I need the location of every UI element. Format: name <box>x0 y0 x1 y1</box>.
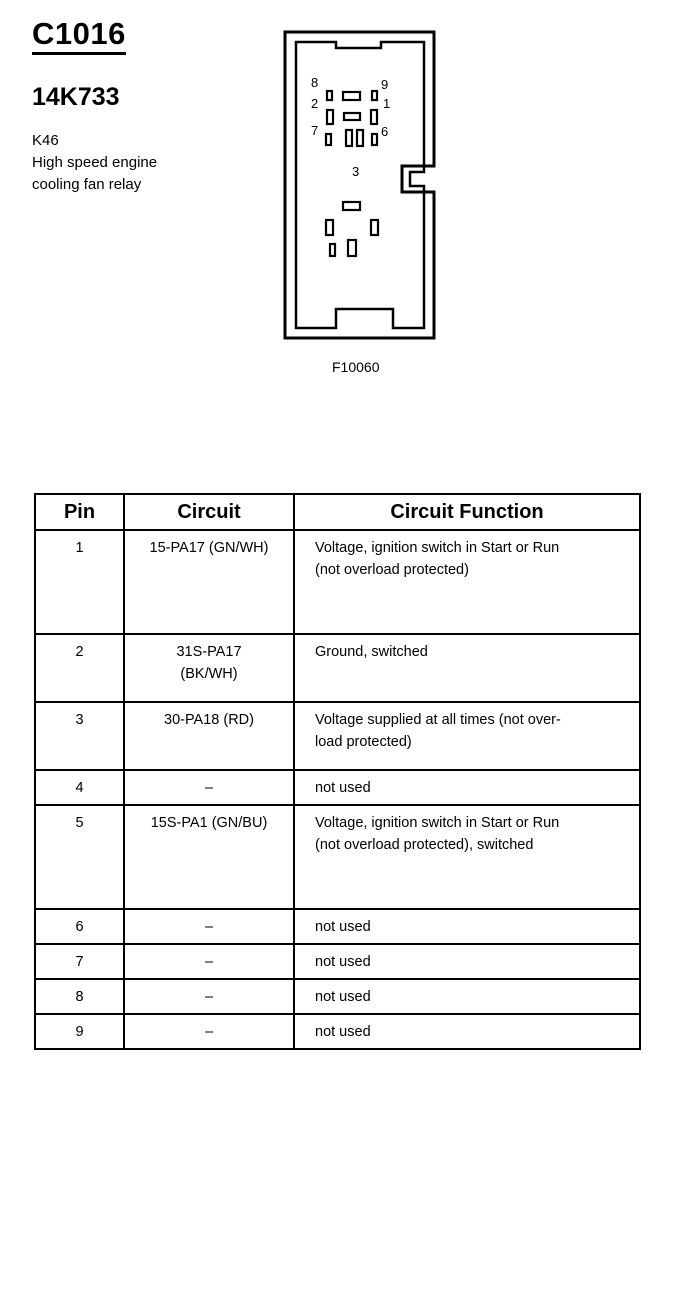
terminal-cavity <box>372 91 377 100</box>
terminal-cavity <box>346 130 352 146</box>
circuit-cell <box>124 805 294 909</box>
figure-id: F10060 <box>332 359 380 375</box>
function-cell <box>294 1014 640 1049</box>
component-code: K46 <box>32 132 59 149</box>
circuit-cell <box>124 702 294 770</box>
circuit-cell <box>124 634 294 702</box>
pin-cell: 8 <box>35 979 124 1014</box>
function-line: Ground, switched <box>315 644 428 660</box>
terminal-cavity <box>327 91 332 100</box>
circuit-line: – <box>204 954 214 970</box>
function-cell <box>294 634 640 702</box>
connector-id: C1016 <box>32 16 126 55</box>
pin-label: 1 <box>383 96 391 111</box>
function-line: not used <box>315 1024 371 1040</box>
circuit-line: – <box>204 919 214 935</box>
function-line: Voltage supplied at all times (not over- <box>315 712 561 728</box>
function-cell <box>294 909 640 944</box>
table-row <box>35 530 640 634</box>
terminal-cavity <box>344 113 360 120</box>
terminal-cavity <box>343 202 360 210</box>
function-cell <box>294 770 640 805</box>
function-cell <box>294 979 640 1014</box>
terminal-cavity <box>330 244 335 256</box>
function-line: not used <box>315 989 371 1005</box>
function-line: Voltage, ignition switch in Start or Run <box>315 815 560 831</box>
function-line: not used <box>315 780 371 796</box>
circuit-cell <box>124 530 294 634</box>
table-header-row <box>35 494 640 530</box>
pin-cell: 2 <box>35 634 124 702</box>
circuit-line: – <box>204 989 214 1005</box>
table-row <box>35 805 640 909</box>
pin-cell: 3 <box>35 702 124 770</box>
circuit-line: 30-PA18 (RD) <box>164 712 254 728</box>
pin-label: 2 <box>311 96 319 111</box>
table-row <box>35 702 640 770</box>
pin-label: 6 <box>381 124 389 139</box>
table-row <box>35 944 640 979</box>
circuit-line: (BK/WH) <box>180 666 238 682</box>
circuit-cell <box>124 1014 294 1049</box>
circuit-line: 15-PA17 (GN/WH) <box>149 540 269 556</box>
function-line: not used <box>315 954 371 970</box>
pin-label: 8 <box>311 75 319 90</box>
table-row <box>35 770 640 805</box>
pin-cell: 4 <box>35 770 124 805</box>
pin-cell: 6 <box>35 909 124 944</box>
circuit-line: 15S-PA1 (GN/BU) <box>150 815 268 831</box>
function-cell <box>294 702 640 770</box>
table-row <box>35 634 640 702</box>
pin-cell: 1 <box>35 530 124 634</box>
terminal-cavity <box>343 92 360 100</box>
terminal-cavity <box>371 220 378 235</box>
function-line: Voltage, ignition switch in Start or Run <box>315 540 560 556</box>
pin-cell: 9 <box>35 1014 124 1049</box>
terminal-cavity <box>372 134 377 145</box>
function-cell <box>294 944 640 979</box>
table-row <box>35 1014 640 1049</box>
circuit-line: – <box>204 780 214 796</box>
circuit-cell <box>124 944 294 979</box>
terminal-cavity <box>348 240 356 256</box>
pin-label: 3 <box>352 164 360 179</box>
column-header-circuit: Circuit <box>124 494 294 530</box>
function-line: (not overload protected) <box>315 562 469 578</box>
function-line: (not overload protected), switched <box>315 837 534 853</box>
terminal-cavity <box>327 110 333 124</box>
part-number: 14K733 <box>32 83 120 111</box>
pin-cell: 5 <box>35 805 124 909</box>
table-row <box>35 979 640 1014</box>
pin-label: 7 <box>311 123 319 138</box>
function-cell <box>294 805 640 909</box>
terminal-cavity <box>326 134 331 145</box>
circuit-cell <box>124 909 294 944</box>
column-header-circuit-function: Circuit Function <box>294 494 640 530</box>
terminal-cavity <box>357 130 363 146</box>
function-line: load protected) <box>315 734 412 750</box>
component-description-line: cooling fan relay <box>32 176 142 193</box>
function-line: not used <box>315 919 371 935</box>
terminal-cavity <box>326 220 333 235</box>
circuit-cell <box>124 770 294 805</box>
pin-table <box>34 493 641 1050</box>
function-cell <box>294 530 640 634</box>
pin-label: 9 <box>381 77 389 92</box>
circuit-line: – <box>204 1024 214 1040</box>
circuit-cell <box>124 979 294 1014</box>
circuit-line: 31S-PA17 <box>176 644 242 660</box>
component-info <box>32 130 157 196</box>
pin-cell: 7 <box>35 944 124 979</box>
table-row <box>35 909 640 944</box>
component-description-line: High speed engine <box>32 154 158 171</box>
column-header-pin: Pin <box>35 494 124 530</box>
terminal-cavity <box>371 110 377 124</box>
connector-face-diagram <box>270 20 450 350</box>
